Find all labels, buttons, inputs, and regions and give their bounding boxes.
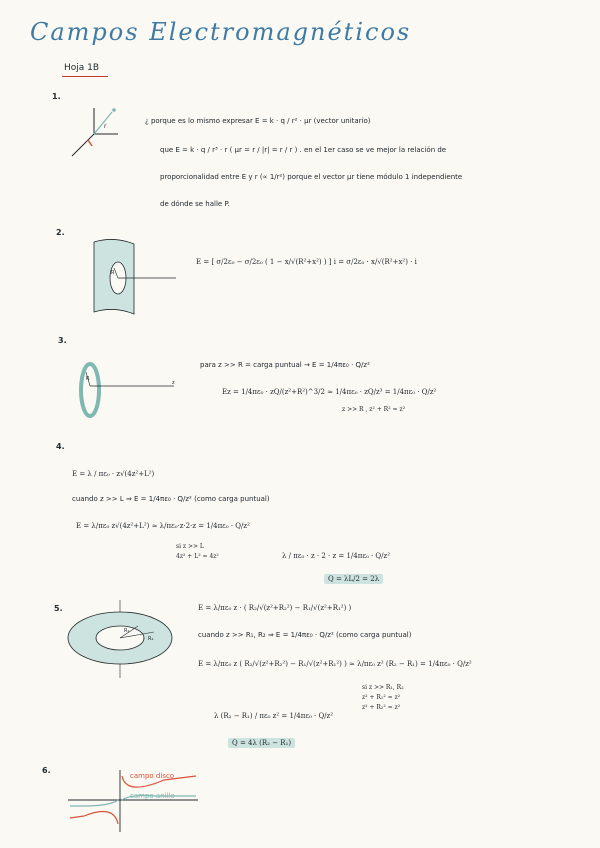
- svg-text:R: R: [86, 376, 90, 382]
- q5-step: λ (R₂ − R₁) / πε₀ z² = 1/4πε₀ · Q/z²: [214, 712, 334, 720]
- q3-intro: para z >> R = carga puntual → E = 1/4πε₀ · Q/z²: [200, 361, 370, 369]
- q5-result: Q = 4λ (R₂ − R₁): [228, 738, 295, 748]
- q5-cond-1: si z >> R₁, R₂: [362, 684, 404, 691]
- question-1-number: 1.: [52, 92, 61, 101]
- question-3-number: 3.: [58, 336, 67, 345]
- q4-result: Q = λL/2 = 2λ: [324, 574, 383, 584]
- axes-diagram-1: [66, 102, 126, 162]
- q4-when: cuando z >> L ⇒ E = 1/4πε₀ · Q/z² (como carga puntual): [72, 495, 270, 503]
- q4-cond-2: 4z² + L² ≈ 4z²: [176, 553, 219, 560]
- ring-diagram: [74, 360, 184, 422]
- svg-text:R₂: R₂: [148, 636, 154, 642]
- q2-formula: E = [ σ/2ε₀ − σ/2ε₀ ( 1 − x/√(R²+x²) ) ] i = σ/2ε₀ · x/√(R²+x²) · i: [196, 258, 417, 266]
- disk-sheet-diagram: [84, 234, 184, 324]
- legend-disk-field: campo disco: [130, 772, 175, 780]
- question-5-number: 5.: [54, 604, 63, 613]
- svg-text:R₁: R₁: [124, 628, 130, 634]
- q4-approx: E = λ/πε₀ z√(4z²+L²) ≈ λ/πε₀·z·2·z = 1/4πε₀ · Q/z²: [76, 522, 250, 530]
- svg-text:z: z: [172, 380, 175, 386]
- sheet-label: Hoja 1B: [64, 63, 100, 73]
- q5-when: cuando z >> R₁, R₂ ⇒ E = 1/4πε₀ · Q/z² (como carga puntual): [198, 631, 412, 639]
- sheet-underline: [62, 76, 108, 77]
- svg-text:R: R: [111, 270, 115, 276]
- question-4-number: 4.: [56, 442, 65, 451]
- svg-text:r: r: [104, 123, 107, 130]
- q3-note: z >> R , z² + R² ≈ z²: [342, 406, 406, 413]
- annulus-diagram: [62, 596, 182, 680]
- q5-approx: E = λ/πε₀ z ( R₂/√(z²+R₂²) − R₁/√(z²+R₁²) ) ≈ λ/πε₀ z² (R₂ − R₁) = 1/4πε₀ · Q/z²: [198, 660, 472, 668]
- q1-line-3: proporcionalidad entre E y r (∝ 1/r²) porque el vector μr tiene módulo 1 independiente: [160, 173, 463, 181]
- q4-cond-1: si z >> L: [176, 543, 204, 550]
- q1-line-4: de dónde se halle P.: [160, 200, 230, 208]
- q5-formula: E = λ/πε₀ z · ( R₂/√(z²+R₂²) − R₁/√(z²+R₁²) ): [198, 604, 352, 612]
- question-6-number: 6.: [42, 766, 51, 775]
- q1-line-1: ¿ porque es lo mismo expresar E = k · q / r² · μr (vector unitario): [145, 117, 371, 125]
- q3-formula: Ez = 1/4πε₀ · zQ/(z²+R²)^3/2 ≈ 1/4πε₀ · zQ/z³ = 1/4πε₀ · Q/z²: [222, 388, 437, 396]
- q1-line-2: que E = k · q / r³ · r ( μr = r / |r| = r / r ) . en el 1er caso se ve mejor la relación de: [160, 146, 447, 154]
- legend-ring-field: campo anillo: [130, 792, 175, 800]
- q5-cond-3: z² + R₂² ≈ z²: [362, 704, 401, 711]
- page-title: Campos Electromagnéticos: [30, 18, 412, 46]
- q4-step: λ / πε₀ · z · 2 · z = 1/4πε₀ · Q/z²: [282, 552, 391, 560]
- question-2-number: 2.: [56, 228, 65, 237]
- q4-formula: E = λ / πε₀ · z√(4z²+L²): [72, 470, 155, 478]
- q5-cond-2: z² + R₁² ≈ z²: [362, 694, 401, 701]
